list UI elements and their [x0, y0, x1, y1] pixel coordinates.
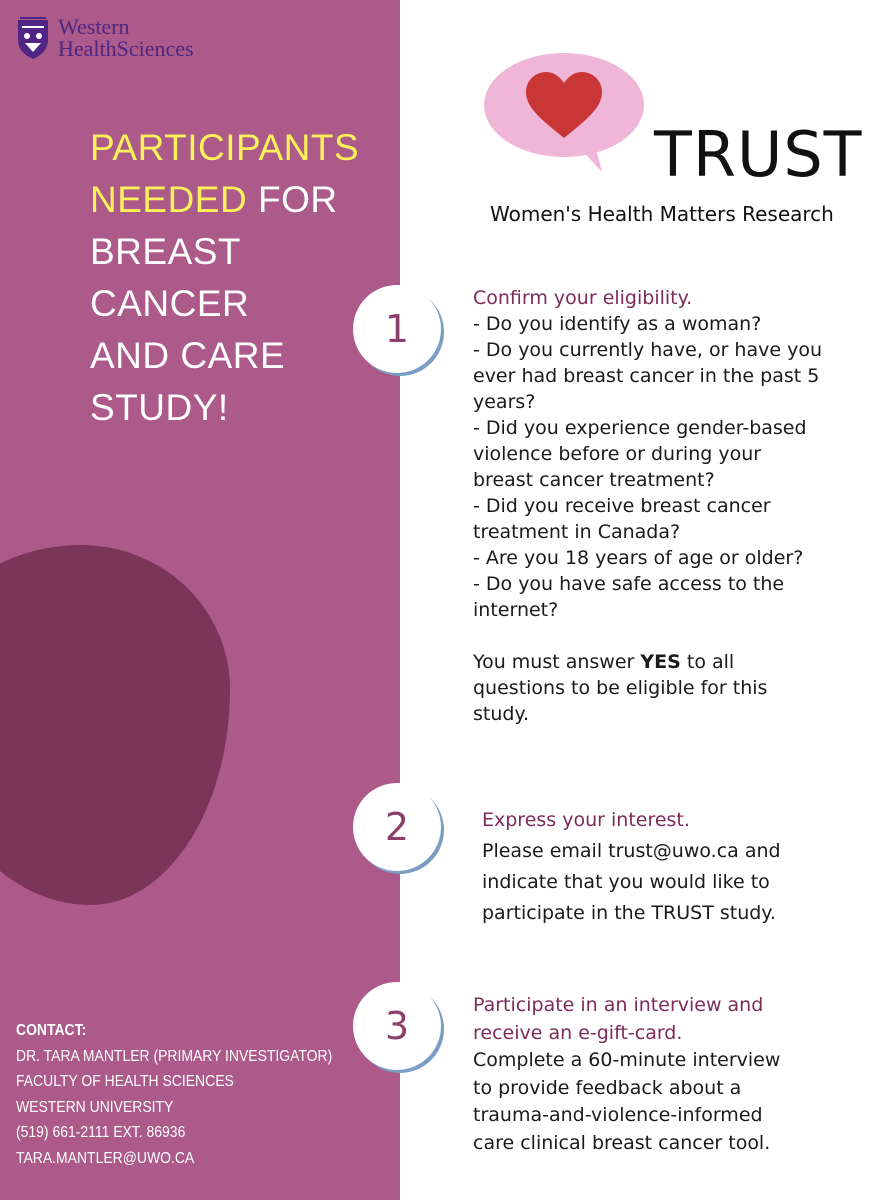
step-1-title: Confirm your eligibility. — [473, 287, 693, 309]
headline-highlight: NEEDED — [90, 179, 248, 220]
step-1-line: internet? — [473, 599, 559, 621]
logo-line-2: HealthSciences — [58, 36, 194, 61]
eligibility-note — [473, 649, 873, 727]
contact-heading: CONTACT: — [16, 1022, 87, 1039]
step-3-badge: 3 — [353, 982, 441, 1070]
step-3-content — [473, 992, 873, 1157]
step-2-title: Express your interest. — [482, 809, 690, 831]
note-yes: YES — [640, 651, 681, 673]
step-3-line: Complete a 60-minute interview — [473, 1049, 781, 1071]
step-3-title-line-1: Participate in an interview and — [473, 994, 764, 1016]
contact-phone[interactable]: (519) 661-2111 EXT. 86936 — [16, 1124, 186, 1141]
headline-line-4: CANCER — [90, 283, 250, 324]
headline-line-2 — [90, 174, 390, 226]
step-1-line: years? — [473, 391, 536, 413]
eligibility-note-line-1 — [473, 649, 873, 675]
step-1-line: ever had breast cancer in the past 5 — [473, 365, 820, 387]
trust-brand — [482, 50, 882, 240]
step-1-line: - Do you identify as a woman? — [473, 313, 762, 335]
headline — [90, 122, 390, 434]
contact-name: DR. TARA MANTLER (PRIMARY INVESTIGATOR) — [16, 1047, 333, 1065]
step-1-line: - Are you 18 years of age or older? — [473, 547, 804, 569]
headline-line-2-rest: FOR — [247, 179, 338, 220]
step-1-line: - Did you receive breast cancer — [473, 495, 771, 517]
step-2-content — [482, 805, 882, 929]
brand-tagline: Women's Health Matters Research — [490, 202, 834, 226]
western-health-sciences-logo — [16, 16, 194, 60]
logo-text — [58, 16, 194, 60]
eligibility-note-line-2: questions to be eligible for this — [473, 677, 768, 699]
step-1-line: breast cancer treatment? — [473, 469, 715, 491]
step-2-badge: 2 — [353, 783, 441, 871]
speech-bubble-heart-icon — [482, 50, 647, 175]
note-pre: You must answer — [473, 651, 641, 673]
step-2-email[interactable]: email trust@uwo.ca — [549, 840, 739, 862]
contact-faculty: FACULTY OF HEALTH SCIENCES — [16, 1073, 234, 1090]
step-3-line: trauma-and-violence-informed — [473, 1104, 763, 1126]
brand-name: TRUST — [654, 118, 863, 191]
step-1-line: - Do you have safe access to the — [473, 573, 785, 595]
step-2-line-2: indicate that you would like to — [482, 871, 770, 893]
headline-line-3: BREAST — [90, 231, 242, 272]
note-post: to all — [680, 651, 735, 673]
step-2-line-1 — [482, 836, 882, 867]
logo-line-1: Western — [58, 14, 130, 39]
step-2-line-3: participate in the TRUST study. — [482, 902, 776, 924]
eligibility-note-line-3: study. — [473, 703, 530, 725]
headline-line-6: STUDY! — [90, 387, 229, 428]
step-1-line: violence before or during your — [473, 443, 762, 465]
step-1-line: treatment in Canada? — [473, 521, 681, 543]
step-1-badge: 1 — [353, 285, 441, 373]
crest-icon — [16, 16, 50, 60]
step-3-title-line-2: receive an e-gift-card. — [473, 1021, 683, 1044]
headline-line-5: AND CARE — [90, 335, 286, 376]
contact-block — [16, 1018, 349, 1171]
step-1-content — [473, 285, 873, 623]
decorative-blob — [0, 545, 230, 905]
contact-email[interactable]: TARA.MANTLER@UWO.CA — [16, 1149, 195, 1167]
step-1-line: - Do you currently have, or have you — [473, 339, 822, 361]
left-panel — [0, 0, 400, 1200]
headline-line-1: PARTICIPANTS — [90, 127, 360, 168]
step-2-please: Please — [482, 840, 550, 862]
step-1-line: - Did you experience gender-based — [473, 417, 807, 439]
step-3-line: care clinical breast cancer tool. — [473, 1131, 771, 1154]
step-2-and: and — [738, 840, 781, 862]
contact-university: WESTERN UNIVERSITY — [16, 1098, 174, 1116]
step-3-line: to provide feedback about a — [473, 1076, 742, 1099]
